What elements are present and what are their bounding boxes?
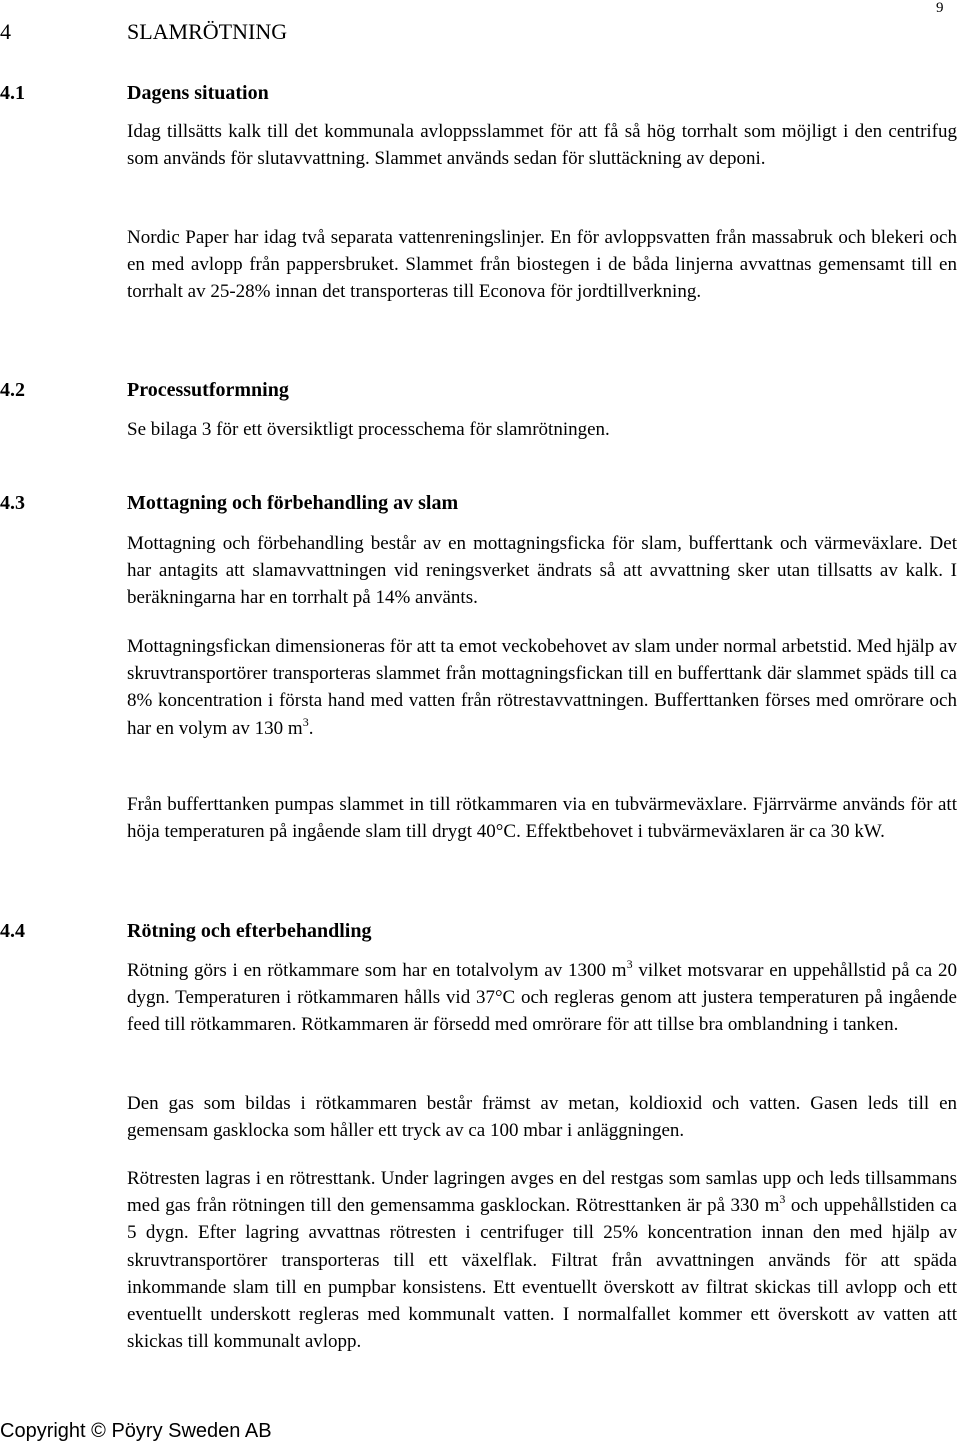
section-title: Rötning och efterbehandling bbox=[127, 920, 372, 942]
paragraph-text: . bbox=[308, 717, 314, 739]
section-number: 4.2 bbox=[0, 379, 25, 401]
section-title: Dagens situation bbox=[127, 82, 269, 104]
section-number: 4.1 bbox=[0, 82, 25, 104]
section-number: 4.3 bbox=[0, 492, 25, 514]
paragraph: Mottagning och förbehandling består av en mottagningsficka för slam, bufferttank och värmeväxlare. Det har antagits att slamavvattningen vid reningsverket ändrats så att avvattning sker utan tillsatts av kalk. I beräkningarna har en torrhalt på 14% använts. bbox=[127, 533, 957, 609]
paragraph: Idag tillsätts kalk till det kommunala avloppsslammet för att få så hög torrhalt som möjligt i den centrifug som används för slutavvattning. Slammet används sedan för sluttäckning av deponi. bbox=[127, 121, 957, 170]
paragraph-text: Rötning görs i en rötkammare som har en totalvolym av 1300 m bbox=[127, 960, 627, 981]
copyright-footer: Copyright © Pöyry Sweden AB bbox=[0, 1420, 272, 1442]
section-number: 4.4 bbox=[0, 920, 25, 942]
page-number: 9 bbox=[936, 0, 944, 16]
paragraph: Nordic Paper har idag två separata vattenreningslinjer. En för avloppsvatten från massabruk och blekeri och en med avlopp från pappersbruket. Slammet från biostegen i de båda linjerna avvattnas gemensamt till en torrhalt av 25-28% innan det transporteras till Econova för jordtillverkning. bbox=[127, 227, 957, 303]
superscript: 3 bbox=[302, 714, 309, 729]
section-title: Mottagning och förbehandling av slam bbox=[127, 492, 459, 514]
paragraph-text: Rötresten lagras i en rötresttank. Under lagringen avges en del restgas som samlas upp och leds tillsammans med gas från rötningen till den gemensamma gasklockan. Rötresttanken är på 330 m bbox=[127, 1168, 957, 1217]
paragraph bbox=[127, 957, 957, 1039]
section-title: Processutformning bbox=[127, 379, 289, 401]
paragraph-text: Mottagningsfickan dimensioneras för att ta emot veckobehovet av slam under normal arbetstid. Med hjälp av skruvtransportörer transporteras slammet från mottagningsfickan till en bufferttank där slammet späds till ca 8% koncentration i första hand med vatten från rötrestavvattningen. Bufferttanken förses med omrörare och har en volym av 130 m bbox=[127, 636, 957, 739]
superscript: 3 bbox=[626, 957, 633, 971]
paragraph bbox=[127, 1165, 957, 1355]
paragraph bbox=[127, 633, 957, 742]
superscript: 3 bbox=[779, 1192, 786, 1207]
paragraph: Från bufferttanken pumpas slammet in till rötkammaren via en tubvärmeväxlare. Fjärrvärme används för att höja temperaturen på ingående slam till drygt 40°C. Effektbehovet i tubvärmeväxlaren är ca 30 kW. bbox=[127, 794, 957, 843]
chapter-number: 4 bbox=[0, 19, 11, 44]
chapter-title: SLAMRÖTNING bbox=[127, 19, 288, 44]
paragraph: Se bilaga 3 för ett översiktligt processchema för slamrötningen. bbox=[127, 419, 610, 440]
paragraph-text: vilket motsvarar en uppehållstid på ca 20 dygn. Temperaturen i rötkammaren hålls vid 37°C och regleras genom att justera temperaturen på ingående feed till rötkammaren. Rötkammaren är försedd med omrörare för att tillse bra omblandning i tanken. bbox=[127, 960, 957, 1036]
paragraph-text: och uppehållstiden ca 5 dygn. Efter lagring avvattnas rötresten i centrifuger till 25% koncentration innan den med hjälp av skruvtransportörer transporteras till ett växelflak. Filtrat från avvattningen används för att späda inkommande slam till en pumpbar konsistens. Ett eventuellt överskott av filtrat skickas till avlopp och ett eventuellt underskott regleras med kommunalt vatten. I normalfallet kommer ett överskott av vatten att skickas till kommunalt avlopp. bbox=[127, 1195, 957, 1353]
paragraph: Den gas som bildas i rötkammaren består främst av metan, koldioxid och vatten. Gasen leds till en gemensam gasklocka som håller ett tryck av ca 100 mbar i anläggningen. bbox=[127, 1093, 957, 1142]
